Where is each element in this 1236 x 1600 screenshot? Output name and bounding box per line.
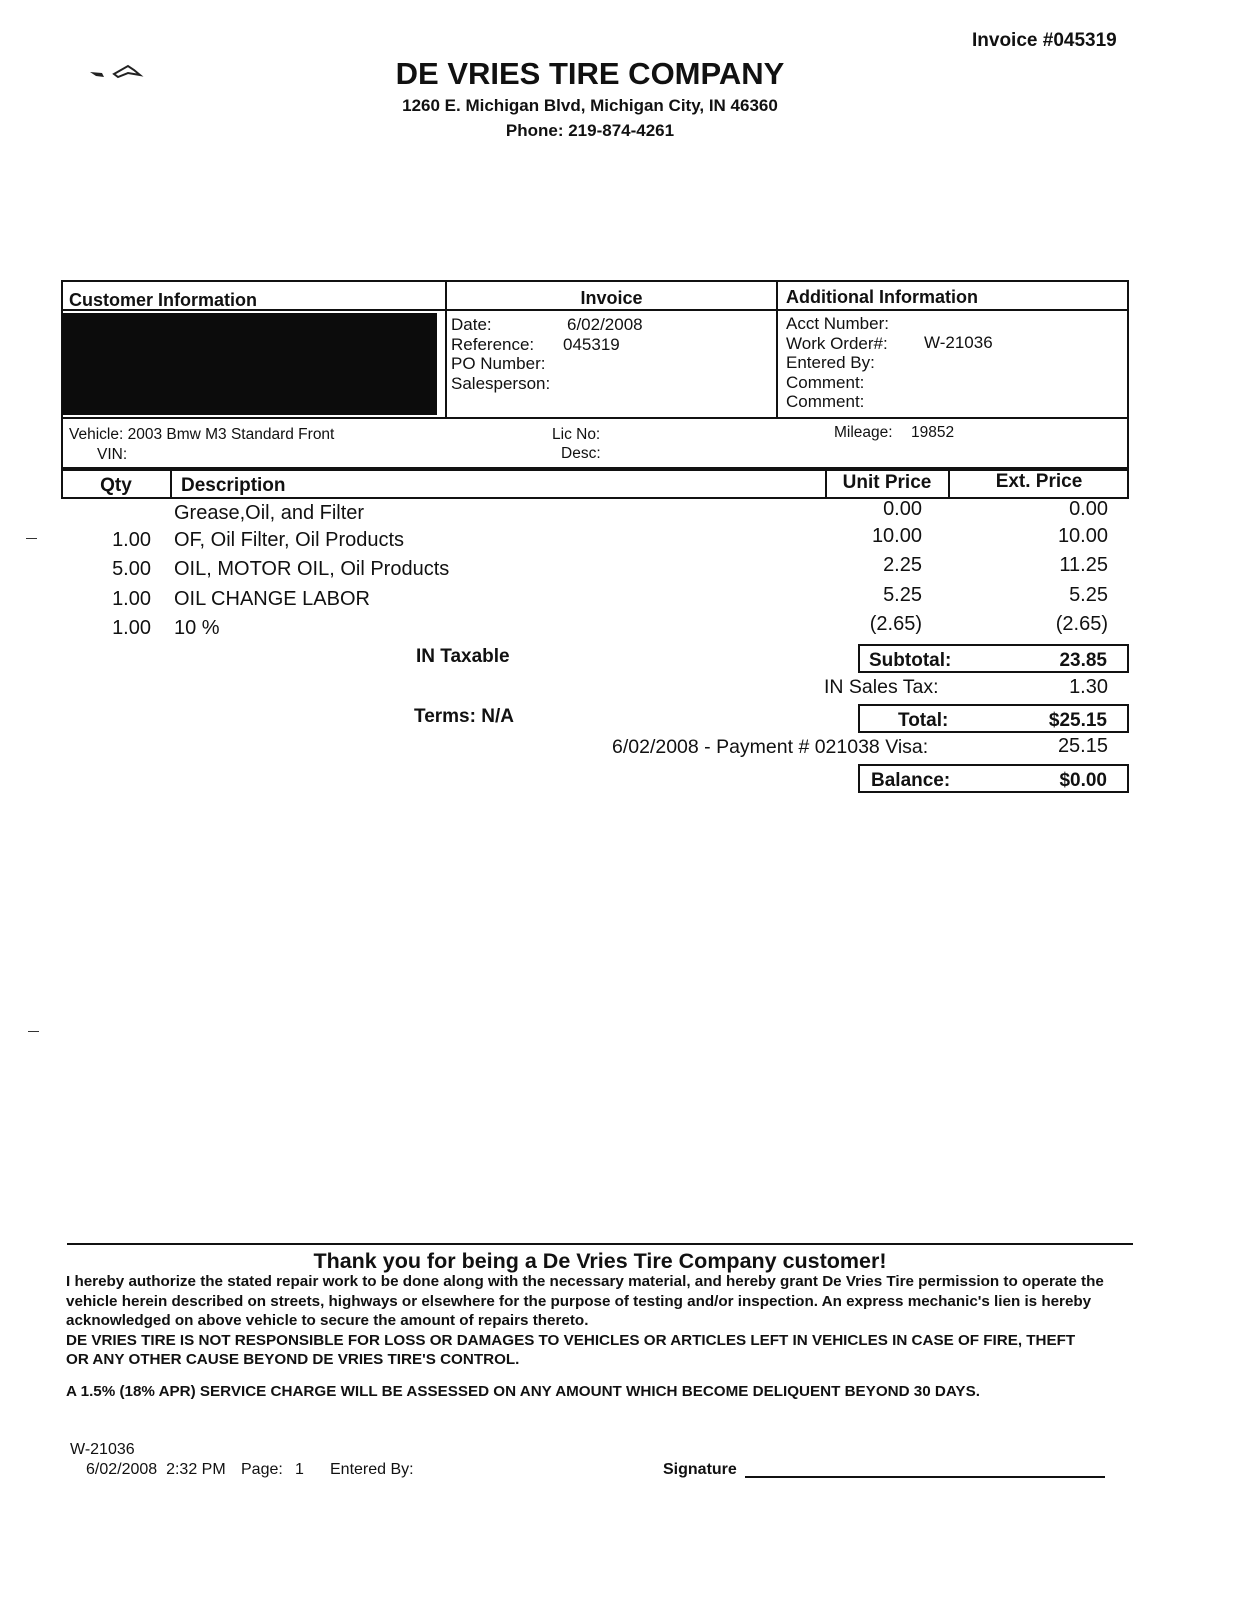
mileage-label: Mileage: bbox=[834, 424, 893, 441]
liability-line: OR ANY OTHER CAUSE BEYOND DE VRIES TIRE'S CONTROL. bbox=[66, 1351, 520, 1368]
line-qty: 1.00 bbox=[112, 617, 151, 639]
invoice-number: Invoice #045319 bbox=[972, 30, 1117, 51]
line-qty: 1.00 bbox=[112, 588, 151, 610]
authorization-line: acknowledged on above vehicle to secure the amount of repairs thereto. bbox=[66, 1312, 589, 1329]
acct-label: Acct Number: bbox=[786, 314, 889, 333]
comment-label: Comment: bbox=[786, 392, 865, 411]
authorization-line: vehicle herein described on streets, highways or elsewhere for the purpose of testing and/or inspection. An express mechanic's lien is hereby bbox=[66, 1292, 1092, 1310]
margin-mark bbox=[26, 538, 37, 539]
company-phone: Phone: 219-874-4261 bbox=[505, 121, 675, 140]
footer-work-order: W-21036 bbox=[70, 1441, 135, 1458]
vehicle-description: Vehicle: 2003 Bmw M3 Standard Front bbox=[69, 426, 335, 443]
taxable-label: IN Taxable bbox=[416, 646, 510, 667]
line-qty: 5.00 bbox=[112, 558, 151, 580]
line-description: OF, Oil Filter, Oil Products bbox=[174, 529, 405, 551]
balance-box bbox=[858, 764, 1129, 793]
qty-header: Qty bbox=[100, 475, 132, 496]
subtotal-box bbox=[858, 644, 1129, 673]
footer-entered-by: Entered By: bbox=[330, 1461, 414, 1478]
po-label: PO Number: bbox=[451, 354, 546, 373]
company-name: DE VRIES TIRE COMPANY bbox=[395, 56, 785, 91]
description-header: Description bbox=[181, 475, 286, 496]
line-unit-price: 5.25 bbox=[883, 584, 922, 606]
work-order-value: W-21036 bbox=[924, 333, 993, 352]
liability-line: DE VRIES TIRE IS NOT RESPONSIBLE FOR LOSS OR DAMAGES TO VEHICLES OR ARTICLES LEFT IN VEHICLES IN CASE OF FIRE, THEFT bbox=[66, 1331, 1076, 1349]
line-ext-price: 10.00 bbox=[1057, 525, 1108, 547]
line-ext-price: 5.25 bbox=[1069, 584, 1108, 606]
additional-fields bbox=[786, 314, 889, 412]
invoice-fields bbox=[451, 315, 550, 393]
tax-label: IN Sales Tax: bbox=[824, 676, 939, 698]
footer-datetime: 6/02/2008 2:32 PM bbox=[86, 1461, 226, 1478]
desc-label: Desc: bbox=[561, 445, 601, 462]
payment-label: 6/02/2008 - Payment # 021038 Visa: bbox=[612, 736, 929, 758]
mileage-value: 19852 bbox=[911, 424, 955, 441]
salesperson-label: Salesperson: bbox=[451, 373, 551, 393]
line-qty: 1.00 bbox=[112, 529, 151, 551]
signature-label: Signature bbox=[663, 1461, 737, 1478]
margin-mark bbox=[28, 1031, 39, 1032]
ext-price-header: Ext. Price bbox=[995, 471, 1083, 492]
date-value: 6/02/2008 bbox=[567, 315, 643, 334]
line-ext-price: (2.65) bbox=[1055, 613, 1108, 635]
date-label: Date: bbox=[451, 315, 492, 334]
line-description: 10 % bbox=[174, 617, 220, 639]
subtotal-value: 23.85 bbox=[1059, 650, 1107, 671]
authorization-text bbox=[66, 1272, 1186, 1370]
line-description: OIL CHANGE LABOR bbox=[174, 588, 370, 610]
comment-label: Comment: bbox=[786, 372, 865, 392]
balance-label: Balance: bbox=[871, 770, 951, 791]
work-order-label: Work Order#: bbox=[786, 333, 888, 353]
payment-value: 25.15 bbox=[1057, 735, 1108, 757]
reference-label: Reference: bbox=[451, 334, 535, 354]
signature-line[interactable] bbox=[745, 1476, 1105, 1478]
line-unit-price: 2.25 bbox=[883, 554, 922, 576]
total-box bbox=[858, 704, 1129, 733]
service-charge-notice: A 1.5% (18% APR) SERVICE CHARGE WILL BE ASSESSED ON ANY AMOUNT WHICH BECOME DELIQUENT BEYOND 30 DAYS. bbox=[66, 1383, 980, 1400]
authorization-line: I hereby authorize the stated repair work to be done along with the necessary material, and hereby grant De Vries Tire permission to operate the bbox=[66, 1273, 1104, 1290]
line-ext-price: 0.00 bbox=[1069, 498, 1108, 520]
balance-value: $0.00 bbox=[1059, 770, 1107, 791]
line-description: OIL, MOTOR OIL, Oil Products bbox=[174, 558, 450, 580]
customer-info-heading: Customer Information bbox=[69, 290, 258, 310]
line-description: Grease,Oil, and Filter bbox=[174, 502, 365, 524]
tax-value: 1.30 bbox=[1069, 676, 1108, 698]
invoice-heading: Invoice bbox=[580, 288, 643, 308]
line-ext-price: 11.25 bbox=[1059, 554, 1108, 576]
vin-label: VIN: bbox=[97, 446, 128, 463]
line-unit-price: (2.65) bbox=[869, 613, 922, 635]
logo-scribble bbox=[88, 60, 158, 89]
customer-redacted bbox=[62, 313, 437, 415]
footer-page-value: 1 bbox=[295, 1461, 304, 1478]
lic-label: Lic No: bbox=[552, 426, 601, 443]
total-label: Total: bbox=[898, 710, 949, 731]
line-unit-price: 0.00 bbox=[883, 498, 922, 520]
total-value: $25.15 bbox=[1048, 710, 1107, 731]
footer-page-label: Page: bbox=[241, 1461, 283, 1478]
footer-divider bbox=[67, 1243, 1133, 1245]
invoice-values bbox=[563, 315, 643, 354]
entered-by-label: Entered By: bbox=[786, 353, 875, 372]
thank-you-message: Thank you for being a De Vries Tire Company customer! bbox=[313, 1249, 887, 1273]
terms-label: Terms: N/A bbox=[414, 706, 514, 727]
subtotal-label: Subtotal: bbox=[869, 650, 952, 671]
reference-value: 045319 bbox=[563, 334, 620, 354]
line-unit-price: 10.00 bbox=[871, 525, 922, 547]
additional-info-heading: Additional Information bbox=[786, 287, 978, 307]
unit-price-header: Unit Price bbox=[842, 472, 932, 493]
company-address: 1260 E. Michigan Blvd, Michigan City, IN 46360 bbox=[402, 96, 778, 115]
